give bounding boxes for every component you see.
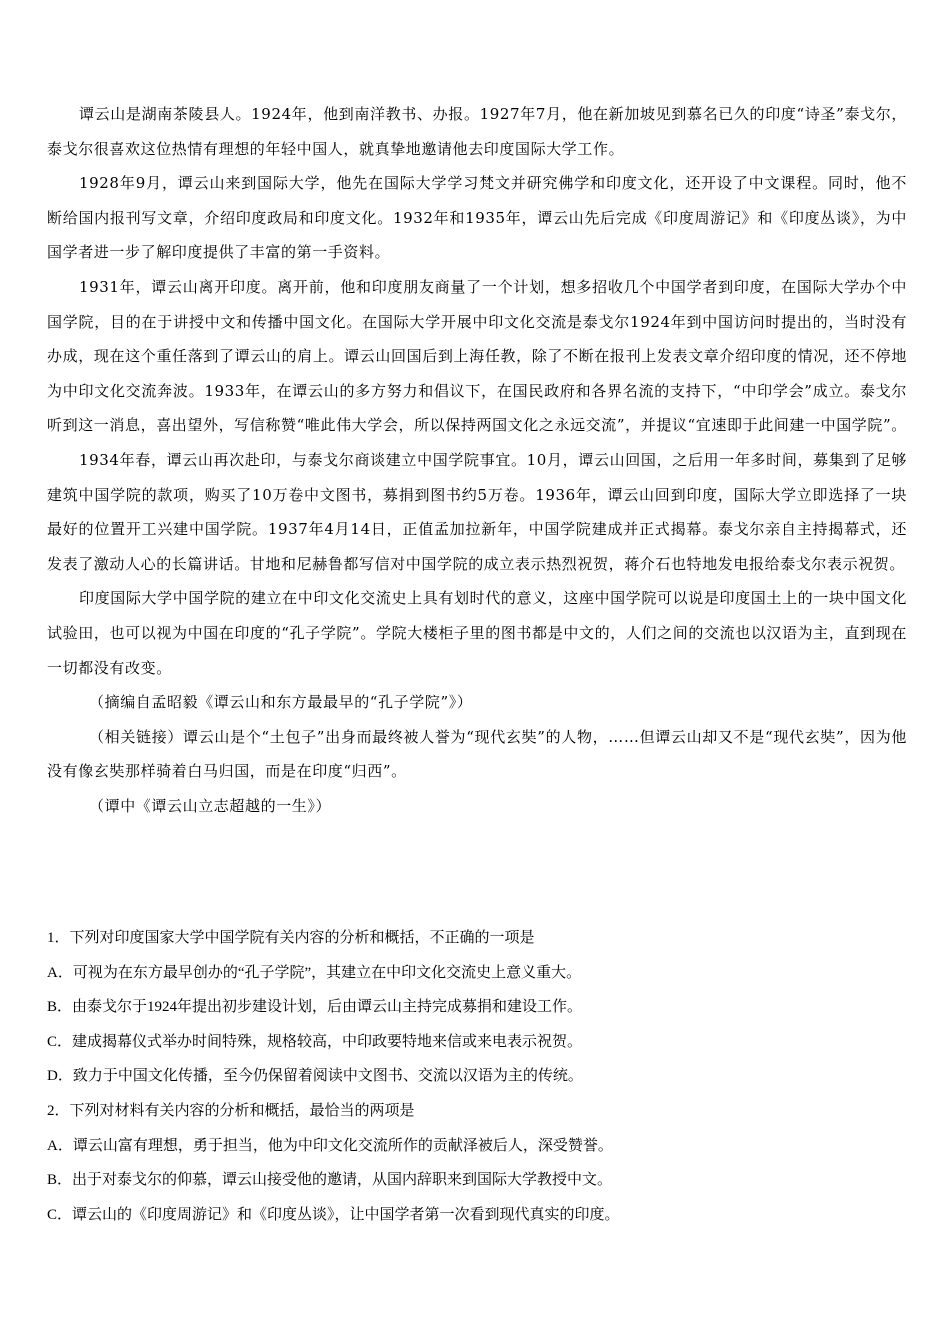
passage-paragraph-4: 1934年春，谭云山再次赴印，与泰戈尔商谈建立中国学院事宜。10月，谭云山回国，之后用一年多时间，募集到了足够建筑中国学院的款项，购买了10万卷中文图书，募捐到图书约5万卷。1936年，谭云山回到印度，国际大学立即选择了一块最好的位置开工兴建中国学院。1937年4月14日，正值孟加拉新年，中国学院建成并正式揭幕。泰戈尔亲自主持揭幕式，还发表了激动人心的长篇讲话。甘地和尼赫鲁都写信对中国学院的成立表示热烈祝贺，蒋介石也特地发电报给泰戈尔表示祝贺。: [47, 450, 907, 573]
question-1-option-d: D．致力于中国文化传播，至今仍保留着阅读中文图书、交流以汉语为主的传统。: [47, 1068, 583, 1085]
passage-source-citation: （摘编自孟昭毅《谭云山和东方最最早的“孔子学院”》）: [89, 693, 473, 712]
related-link-paragraph: （相关链接）谭云山是个“土包子”出身而最终被人誉为“现代玄奘”的人物，……但谭云山却又不是“现代玄奘”，因为他没有像玄奘那样骑着白马归国，而是在印度“归西”。: [47, 727, 907, 781]
question-1-option-b: B．由泰戈尔于1924年提出初步建设计划，后由谭云山主持完成募捐和建设工作。: [47, 999, 583, 1016]
question-2-stem: 2．下列对材料有关内容的分析和概括，最恰当的两项是: [47, 1102, 415, 1119]
question-2-option-a: A．谭云山富有理想，勇于担当，他为中印文化交流所作的贡献泽被后人，深受赞誉。: [47, 1137, 613, 1154]
passage-paragraph-5: 印度国际大学中国学院的建立在中印文化交流史上具有划时代的意义，这座中国学院可以说是印度国土上的一块中国文化试验田，也可以视为中国在印度的“孔子学院”。学院大楼柜子里的图书都是中文的，人们之间的交流也以汉语为主，直到现在一切都没有改变。: [47, 589, 907, 677]
passage-paragraph-1: 谭云山是湖南茶陵县人。1924年，他到南洋教书、办报。1927年7月，他在新加坡见到慕名已久的印度“诗圣”泰戈尔，泰戈尔很喜欢这位热情有理想的年轻中国人，就真挚地邀请他去印度国际大学工作。: [47, 105, 907, 158]
question-2-option-b: B．出于对泰戈尔的仰慕，谭云山接受他的邀请，从国内辞职来到国际大学教授中文。: [47, 1172, 613, 1189]
question-1-option-c: C．建成揭幕仪式举办时间特殊，规格较高，中印政要特地来信或来电表示祝贺。: [47, 1033, 583, 1050]
reading-passage: [47, 97, 907, 823]
question-1-stem: 1．下列对印度国家大学中国学院有关内容的分析和概括，不正确的一项是: [47, 930, 535, 946]
question-2-option-c: C．谭云山的《印度周游记》和《印度丛谈》，让中国学者第一次看到现代真实的印度。: [47, 1206, 620, 1223]
question-section: [47, 921, 907, 1232]
passage-paragraph-2: 1928年9月，谭云山来到国际大学，他先在国际大学学习梵文并研究佛学和印度文化，还开设了中文课程。同时，他不断给国内报刊写文章，介绍印度政局和印度文化。1932年和1935年，谭云山先后完成《印度周游记》和《印度丛谈》，为中国学者进一步了解印度提供了丰富的第一手资料。: [47, 174, 907, 262]
question-1-option-a: A．可视为在东方最早创办的“孔子学院”，其建立在中印文化交流史上意义重大。: [47, 964, 582, 981]
passage-paragraph-3: 1931年，谭云山离开印度。离开前，他和印度朋友商量了一个计划，想多招收几个中国学者到印度，在国际大学办个中国学院，目的在于讲授中文和传播中国文化。在国际大学开展中印文化交流是泰戈尔1924年到中国访问时提出的，当时没有办成，现在这个重任落到了谭云山的肩上。谭云山回国后到上海任教，除了不断在报刊上发表文章介绍印度的情况，还不停地为中印文化交流奔波。1933年，在谭云山的多方努力和倡议下，在国民政府和各界名流的支持下，“中印学会”成立。泰戈尔听到这一消息，喜出望外，写信称赞“唯此伟大学会，所以保持两国文化之永远交流”，并提议“宜速即于此间建一中国学院”。: [47, 277, 907, 435]
related-link-source-citation: （谭中《谭云山立志超越的一生》）: [89, 796, 332, 815]
